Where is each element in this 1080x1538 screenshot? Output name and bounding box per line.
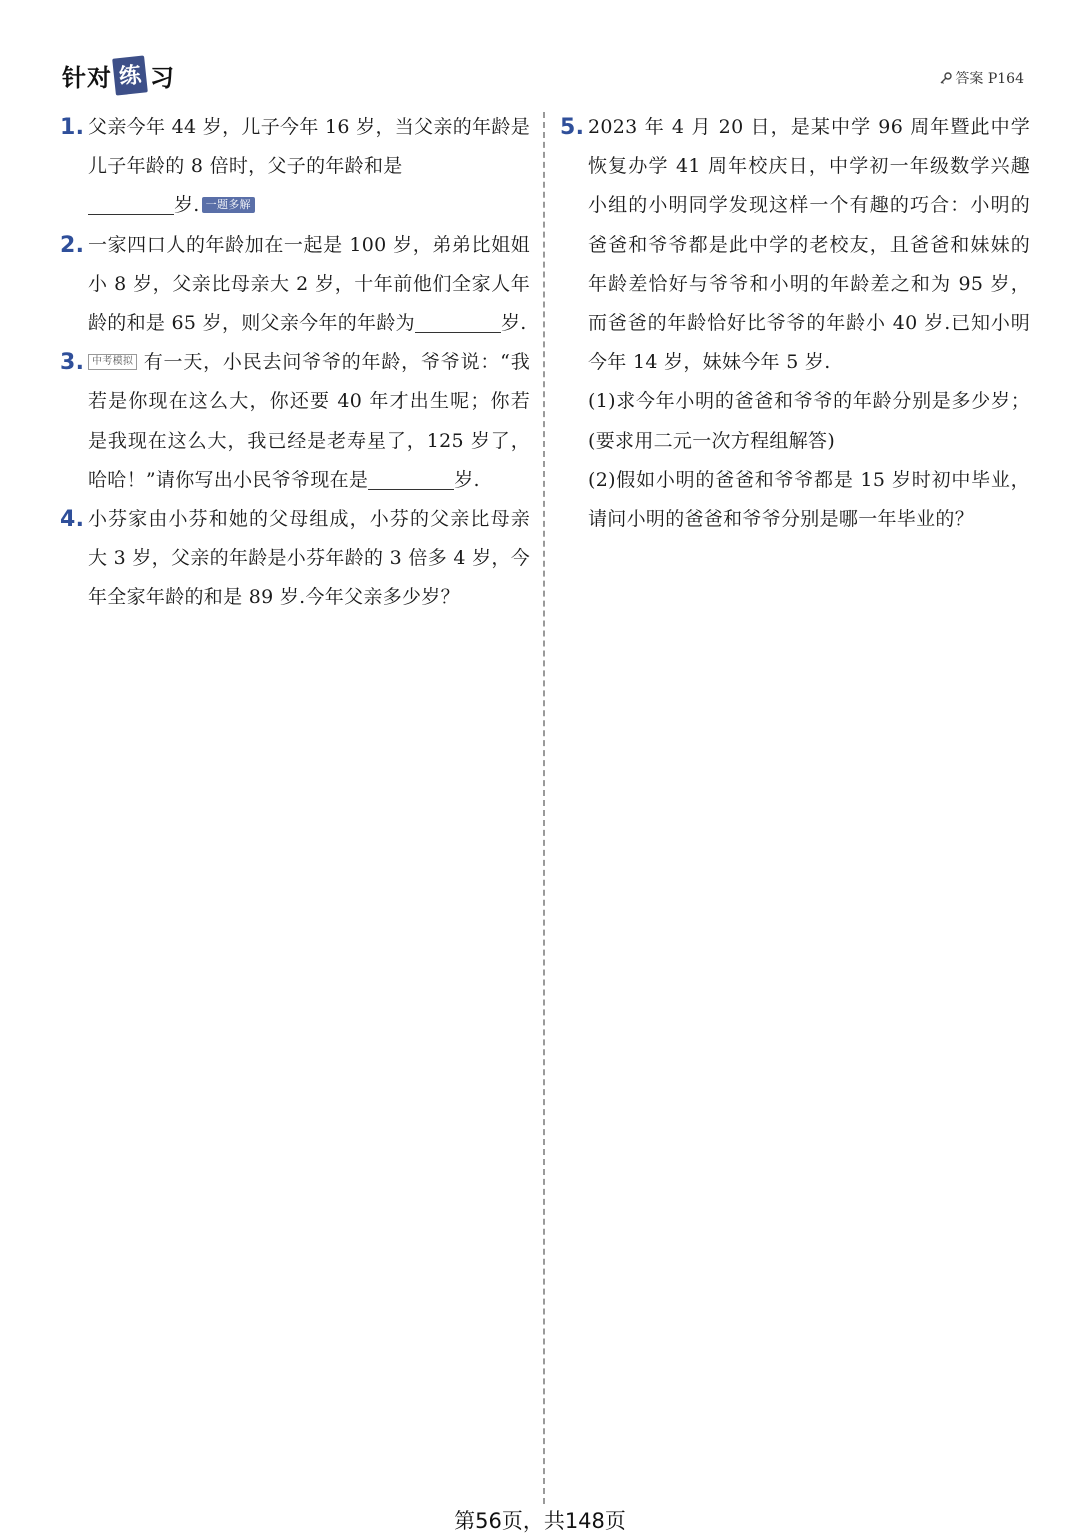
problem-text: 2023 年 4 月 20 日，是某中学 96 周年暨此中学恢复办学 41 周年校庆日，中学初一年级数学兴趣小组的小明同学发现这样一个有趣的巧合：小明的爸爸和爷爷都是此中学的老校友，且爸爸和妹妹的年龄差恰好与爷爷和小明的年龄差之和为 95 岁，而爸爸的年龄恰好比爷爷的年龄小 40 岁.已知小明今年 14 岁，妹妹今年 5 岁. [588,116,1030,374]
answer-blank[interactable] [368,467,454,490]
exam-simulation-tag: 中考模拟 [88,354,137,370]
problem-2 [60,226,530,344]
answer-reference [939,68,1024,88]
multi-solution-tag: 一题多解 [202,197,255,213]
problem-text-end: 岁. [454,468,480,491]
section-title-part1: 针对 [62,64,112,92]
problem-5 [560,108,1030,539]
problem-text-end: 岁. [174,194,200,217]
answer-reference-text: 答案 P164 [955,71,1024,87]
problem-number: 4. [60,507,85,533]
problem-4 [60,500,530,618]
left-column [60,108,530,618]
column-divider [543,112,545,1504]
problem-text: 小芬家由小芬和她的父母组成，小芬的父亲比母亲大 3 岁，父亲的年龄是小芬年龄的 3 倍多 4 岁，今年全家年龄的和是 89 岁.今年父亲多少岁？ [88,508,530,609]
problem-number: 2. [60,232,85,258]
page-number: 第56页，共148页 [454,1509,626,1533]
key-icon [939,71,953,85]
problem-number: 5. [560,115,585,140]
section-title-part2: 习 [150,64,175,92]
problem-number: 3. [60,350,85,376]
sub-question-2: (2)假如小明的爸爸和爷爷都是 15 岁时初中毕业，请问小明的爸爸和爷爷分别是哪一年毕业的？ [588,468,1030,531]
answer-blank[interactable] [415,310,501,333]
problem-number: 1. [60,115,85,140]
problem-text: 父亲今年 44 岁，儿子今年 16 岁，当父亲的年龄是儿子年龄的 8 倍时，父子的年龄和是 [88,116,530,178]
answer-blank[interactable] [88,192,174,215]
problem-text-end: 岁. [500,312,527,335]
sub-question-1: (1)求今年小明的爸爸和爷爷的年龄分别是多少岁；(要求用二元一次方程组解答) [588,390,1030,452]
problem-text: 有一天，小民去问爷爷的年龄，爷爷说：“我若是你现在这么大，你还要 40 年才出生呢；你若是我现在这么大，我已经是老寿星了，125 岁了，哈哈！”请你写出小民爷爷现在是 [88,351,530,491]
problem-1 [60,108,530,226]
problem-3 [60,343,530,500]
section-title-highlight: 练 [112,55,148,95]
problem-text: 一家四口人的年龄加在一起是 100 岁，弟弟比姐姐小 8 岁，父亲比母亲大 2 岁，十年前他们全家人年龄的和是 65 岁，则父亲今年的年龄为 [88,233,530,335]
section-title [62,57,174,94]
right-column [560,108,1030,539]
